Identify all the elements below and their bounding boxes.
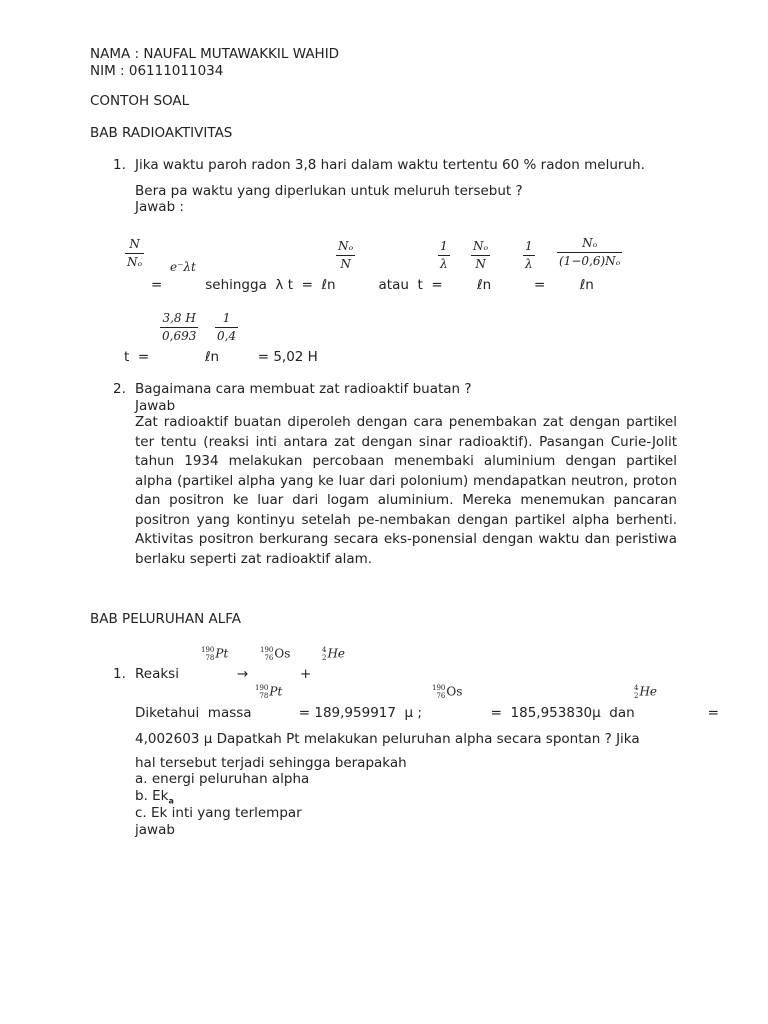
- mass-number: 190: [255, 684, 269, 692]
- q3-jawab: jawab: [135, 822, 175, 838]
- fraction-n-over-n0: [125, 237, 144, 270]
- q2-jawab: Jawab: [135, 398, 176, 414]
- element-symbol: Pt: [215, 646, 229, 661]
- t-result-line: t = ℓn = 5,02 H: [124, 349, 318, 365]
- isotope-he-4: [322, 646, 345, 662]
- atomic-number: 76: [264, 654, 274, 662]
- mass-number: 4: [322, 646, 327, 654]
- fraction-numerator: 1: [523, 239, 535, 256]
- fraction-1-over-0-4: [215, 311, 238, 344]
- option-b-subscript: a: [168, 796, 174, 806]
- q2-answer-paragraph: Zat radioaktif buatan diperoleh dengan cara penembakan zat dengan partikel ter tentu (reaksi inti antara zat dengan sinar radioaktif). Pasangan Curie-Jolit tahun 1934 melakukan percobaan menembaki aluminium dengan partikel alpha (partikel alpha yang ke luar dari polonium) mendapatkan neutron, proton dan positron ke luar dari logam aluminium. Mereka menemukan pancaran positron yang kontinyu setelah pe-nembakan dengan partikel alpha berhenti. Aktivitas positron berkurang secara eks-ponensial dengan waktu dan peristiwa berlaku seperti zat radioaktif alam.: [135, 414, 677, 567]
- q3-option-a: a. energi peluruhan alpha: [135, 771, 310, 787]
- element-symbol: Pt: [269, 684, 283, 699]
- fraction-numerator: Nₒ: [336, 239, 355, 256]
- atomic-number: 2: [322, 654, 327, 662]
- element-symbol: Os: [446, 684, 463, 699]
- reaction-arrow: →: [237, 666, 249, 682]
- isotope-he-4-mass: [634, 684, 657, 700]
- known-mass-line: Diketahui massa = 189,959917 μ ; = 185,953830μ dan =: [135, 705, 719, 721]
- fraction-1-over-lambda-2: [523, 239, 535, 272]
- q1-line2: Bera pa waktu yang diperlukan untuk meluruh tersebut ?: [135, 183, 523, 199]
- fraction-numerator: 3,8 H: [160, 311, 198, 328]
- option-b-text: b. Ek: [135, 788, 169, 804]
- fraction-denominator: 0,4: [217, 329, 237, 343]
- mass-number: 190: [260, 646, 274, 654]
- fraction-numerator: Nₒ: [557, 236, 622, 253]
- atomic-number: 2: [634, 692, 639, 700]
- q1-number: 1.: [113, 157, 126, 173]
- bab-radioaktivitas-heading: BAB RADIOAKTIVITAS: [90, 125, 233, 141]
- student-name: NAMA : NAUFAL MUTAWAKKIL WAHID: [90, 46, 340, 62]
- fraction-denominator: Nₒ: [127, 255, 143, 269]
- q2-number: 2.: [113, 381, 126, 397]
- q3-line2: 4,002603 μ Dapatkah Pt melakukan peluruhan alpha secara spontan ? Jika: [135, 731, 640, 747]
- mass-number: 190: [432, 684, 446, 692]
- q2-question: Bagaimana cara membuat zat radioaktif buatan ?: [135, 381, 472, 397]
- mass-number: 4: [634, 684, 639, 692]
- isotope-os-190-mass: [432, 684, 462, 700]
- fraction-numerator: Nₒ: [471, 239, 490, 256]
- fraction-3-8h-over-0-693: [160, 311, 198, 344]
- student-nim: NIM : 06111011034: [90, 63, 224, 79]
- reaction-plus: +: [300, 666, 312, 682]
- fraction-numerator: 1: [215, 311, 238, 328]
- fraction-denominator: 0,693: [162, 329, 197, 343]
- element-symbol: Os: [274, 646, 291, 661]
- atomic-number: 78: [259, 692, 269, 700]
- exponential-term: e⁻λt: [170, 260, 196, 274]
- isotope-pt-190-mass: [255, 684, 282, 700]
- atomic-number: 76: [436, 692, 446, 700]
- fraction-denominator: λ: [440, 257, 448, 271]
- fraction-denominator: N: [340, 257, 351, 271]
- q3-option-c: c. Ek inti yang terlempar: [135, 805, 302, 821]
- bab-peluruhan-alfa-heading: BAB PELURUHAN ALFA: [90, 611, 242, 627]
- fraction-denominator: (1−0,6)Nₒ: [559, 254, 621, 268]
- isotope-os-190: [260, 646, 290, 662]
- q1-line1: Jika waktu paroh radon 3,8 hari dalam waktu tertentu 60 % radon meluruh.: [135, 157, 645, 173]
- fraction-numerator: N: [125, 237, 144, 254]
- element-symbol: He: [639, 684, 658, 699]
- fraction-denominator: λ: [525, 257, 533, 271]
- atomic-number: 78: [205, 654, 215, 662]
- q1-jawab: Jawab :: [135, 199, 184, 215]
- element-symbol: He: [327, 646, 346, 661]
- fraction-n0-over-expr: [557, 236, 622, 269]
- fraction-n0-over-n: [336, 239, 355, 272]
- fraction-1-over-lambda: [438, 239, 450, 272]
- q3-line3: hal tersebut terjadi sehingga berapakah: [135, 755, 407, 771]
- mass-number: 190: [201, 646, 215, 654]
- fraction-numerator: 1: [438, 239, 450, 256]
- fraction-n0-over-n-2: [471, 239, 490, 272]
- equation-line: = sehingga λ t = ℓn atau t = ℓn = ℓn: [151, 277, 594, 293]
- fraction-denominator: N: [475, 257, 486, 271]
- contoh-soal-heading: CONTOH SOAL: [90, 93, 190, 109]
- isotope-pt-190: [201, 646, 228, 662]
- q3-number: 1.: [113, 666, 126, 682]
- reaksi-label: Reaksi: [135, 666, 179, 682]
